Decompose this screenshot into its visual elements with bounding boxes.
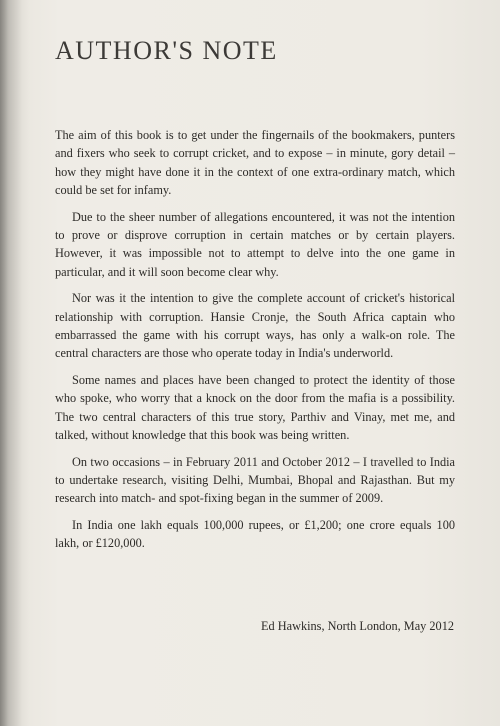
paragraph-5: On two occasions – in February 2011 and October 2012 – I travelled to India to undertake research, visiting Delhi, Mumbai, Bhopal and Rajasthan. But my research into match- and spot-fixing began in the summer of 2009. bbox=[55, 454, 455, 506]
paragraph-3: Nor was it the intention to give the complete account of cricket's historical relationship with corruption. Hansie Cronje, the South Africa captain who embarrassed the game with his corrupt ways, has only a walk-on role. The central characters are those who operate today in India's underworld. bbox=[55, 291, 455, 361]
paragraph-2: Due to the sheer number of allegations encountered, it was not the intention to prove or disprove corruption in certain matches or by certain players. However, it was impossible not to attempt to delve into the one game in particular, and it will soon become clear why. bbox=[55, 209, 455, 279]
note-body bbox=[55, 126, 455, 561]
paragraph-4: Some names and places have been changed to protect the identity of those who spoke, who worry that a knock on the door from the mafia is a possibility. The two central characters of this true story, Parthiv and Vinay, met me, and talked, without knowledge that this book was being written. bbox=[55, 372, 455, 443]
gutter-shadow bbox=[0, 0, 22, 726]
page-title: AUTHOR'S NOTE bbox=[55, 36, 278, 65]
author-signature-line: Ed Hawkins, North London, May 2012 bbox=[261, 619, 454, 633]
paragraph-6: In India one lakh equals 100,000 rupees, or £1,200; one crore equals 100 lakh, or £120,000. bbox=[55, 517, 455, 551]
paragraph-1: The aim of this book is to get under the fingernails of the bookmakers, punters and fixers who seek to corrupt cricket, and to expose – in minute, gory detail – how they might have done it in the context of one extra-ordinary match, which could be set for infamy. bbox=[55, 128, 455, 198]
